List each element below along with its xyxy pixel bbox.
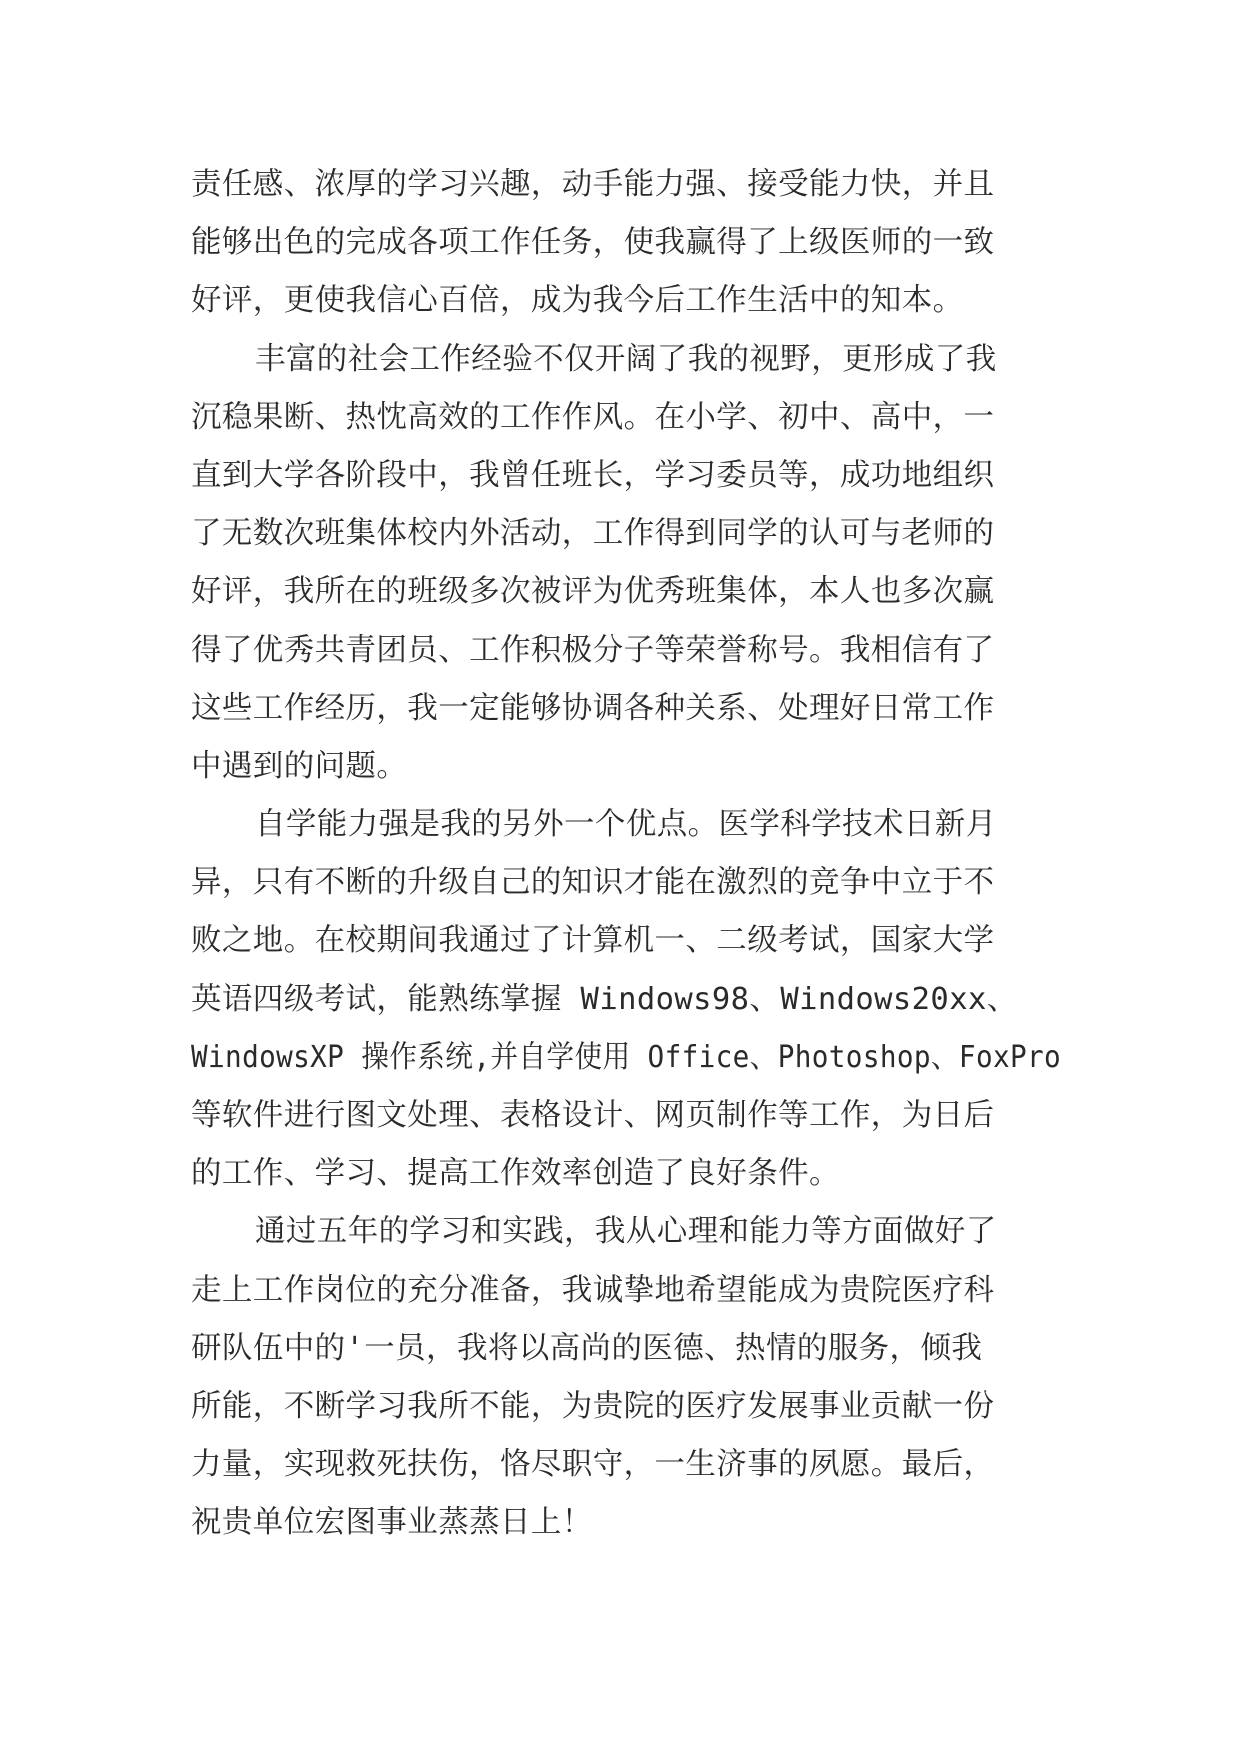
text-line: 研队伍中的'一员，我将以高尚的医德、热情的服务，倾我 bbox=[191, 1330, 983, 1366]
text-line: 英语四级考试，能熟练掌握 Windows98、Windows20xx、 bbox=[191, 981, 1018, 1017]
text-line: 能够出色的完成各项工作任务，使我赢得了上级医师的一致 bbox=[191, 225, 995, 261]
text-line: 等软件进行图文处理、表格设计、网页制作等工作，为日后 bbox=[191, 1098, 995, 1133]
text-line: 中遇到的问题。 bbox=[191, 748, 408, 784]
text-line bbox=[191, 331, 1061, 389]
text-line: 沉稳果断、热忱高效的工作作风。在小学、初中、高中，一 bbox=[191, 399, 995, 435]
text-line: 责任感、浓厚的学习兴趣，动手能力强、接受能力快，并且 bbox=[191, 167, 995, 202]
text-line: 败之地。在校期间我通过了计算机一、二级考试，国家大学 bbox=[191, 923, 995, 959]
text-line: 这些工作经历，我一定能够协调各种关系、处理好日常工作 bbox=[191, 690, 995, 726]
text-line: 祝贵单位宏图事业蒸蒸日上！ bbox=[191, 1505, 593, 1541]
text-line: 好评，我所在的班级多次被评为优秀班集体，本人也多次赢 bbox=[191, 574, 995, 610]
text-line: 异，只有不断的升级自己的知识才能在激烈的竞争中立于不 bbox=[191, 865, 995, 901]
text-line bbox=[191, 1203, 1061, 1261]
text-line: 走上工作岗位的充分准备，我诚挚地希望能成为贵院医疗科 bbox=[191, 1272, 995, 1308]
text-line: WindowsXP 操作系统,并自学使用 Office、Photoshop、FoxPro bbox=[191, 1039, 1062, 1075]
text-line: 了无数次班集体校内外活动，工作得到同学的认可与老师的 bbox=[191, 516, 995, 552]
text-line-content: 通过五年的学习和实践，我从心理和能力等方面做好了 bbox=[255, 1214, 997, 1250]
text-line-content: 自学能力强是我的另外一个优点。医学科学技术日新月 bbox=[255, 807, 997, 843]
text-line: 所能，不断学习我所不能，为贵院的医疗发展事业贡献一份 bbox=[191, 1388, 995, 1424]
text-line: 力量，实现救死扶伤，恪尽职守，一生济事的夙愿。最后， bbox=[191, 1447, 995, 1483]
text-line: 得了优秀共青团员、工作积极分子等荣誉称号。我相信有了 bbox=[191, 632, 995, 668]
text-line-content: 丰富的社会工作经验不仅开阔了我的视野，更形成了我 bbox=[255, 341, 997, 377]
text-line: 直到大学各阶段中，我曾任班长，学习委员等，成功地组织 bbox=[191, 457, 995, 493]
text-line: 好评，更使我信心百倍，成为我今后工作生活中的知本。 bbox=[191, 283, 964, 319]
text-line: 的工作、学习、提高工作效率创造了良好条件。 bbox=[191, 1156, 840, 1192]
text-line bbox=[191, 796, 1061, 854]
document-body bbox=[191, 156, 1061, 1553]
